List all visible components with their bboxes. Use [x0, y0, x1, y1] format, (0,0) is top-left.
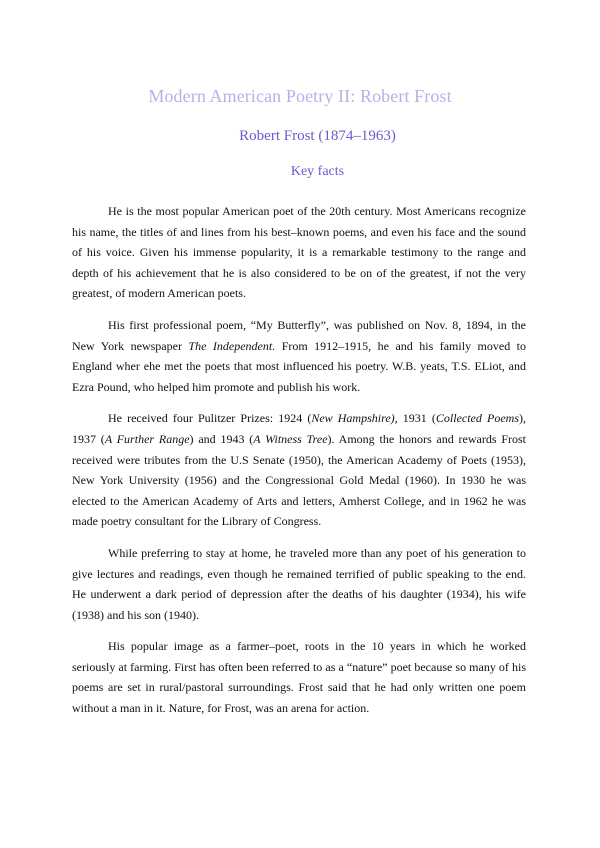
paragraph-text: ) and 1943 (	[189, 431, 254, 446]
italic-text: The Independent.	[188, 338, 276, 353]
paragraph-text: ). Among the honors and rewards Frost received were tributes from the U.S Senate (1950), the American Academy of Poets (1953), New York University (1956) and the Congressional Gold Medal (1960). In 1930 he was elected to the American Academy of Arts and letters, Amherst College, and in 1962 he was made poetry consultant for the Library of Congress.	[72, 431, 527, 529]
body-text	[72, 201, 526, 730]
section-heading: Key facts	[290, 164, 345, 179]
italic-text: A Further Range	[104, 431, 190, 446]
paragraph	[72, 636, 526, 718]
paragraph-text: While preferring to stay at home, he traveled more than any poet of his generation to give lectures and readings, even though he remained terrified of public speaking to the end. He underwent a dark period of depression after the deaths of his daughter (1934), his wife (1938) and his son (1940).	[72, 545, 526, 622]
paragraph-text: ), 1937 (	[72, 411, 526, 446]
paragraph	[72, 315, 526, 397]
document-subtitle: Robert Frost (1874–1963)	[239, 128, 396, 144]
paragraph-text: From 1912–1915, he and his family moved to England wher ehe met the poets that most influenced his poetry. W.B. yeats, T.S. ELiot, and Ezra Pound, who helped him promote and publish his work.	[72, 338, 527, 394]
paragraph-text: 1931 (	[397, 411, 436, 426]
paragraph-text: His popular image as a farmer–poet, roots in the 10 years in which he worked seriously at farming. First has often been referred to as a “nature” poet because so many of his poems are set in rural/pastoral surroundings. Frost said that he had only written one poem without a man in it. Nature, for Frost, was an arena for action.	[72, 639, 526, 716]
italic-text: New Hampshire),	[311, 411, 398, 426]
paragraph-text: He is the most popular American poet of the 20th century. Most Americans recognize his name, the titles of and lines from his best–known poems, and even his face and the sound of his voice. Given his immense popularity, it is a remarkable testimony to the range and depth of his achievement that he is also considered to be on of the greatest, if not the very greatest, of modern American poets.	[72, 204, 526, 301]
paragraph	[72, 543, 526, 625]
paragraph-text: His first professional poem, “My Butterfly”, was published on Nov. 8, 1894, in the New York newspaper	[72, 317, 526, 353]
italic-text: Collected Poems	[435, 411, 519, 426]
paragraph	[72, 408, 526, 532]
document-title: Modern American Poetry II: Robert Frost	[148, 86, 452, 106]
paragraph-text: He received four Pulitzer Prizes: 1924 (	[108, 411, 312, 426]
paragraph	[72, 201, 526, 304]
italic-text: A Witness Tree	[253, 431, 328, 446]
